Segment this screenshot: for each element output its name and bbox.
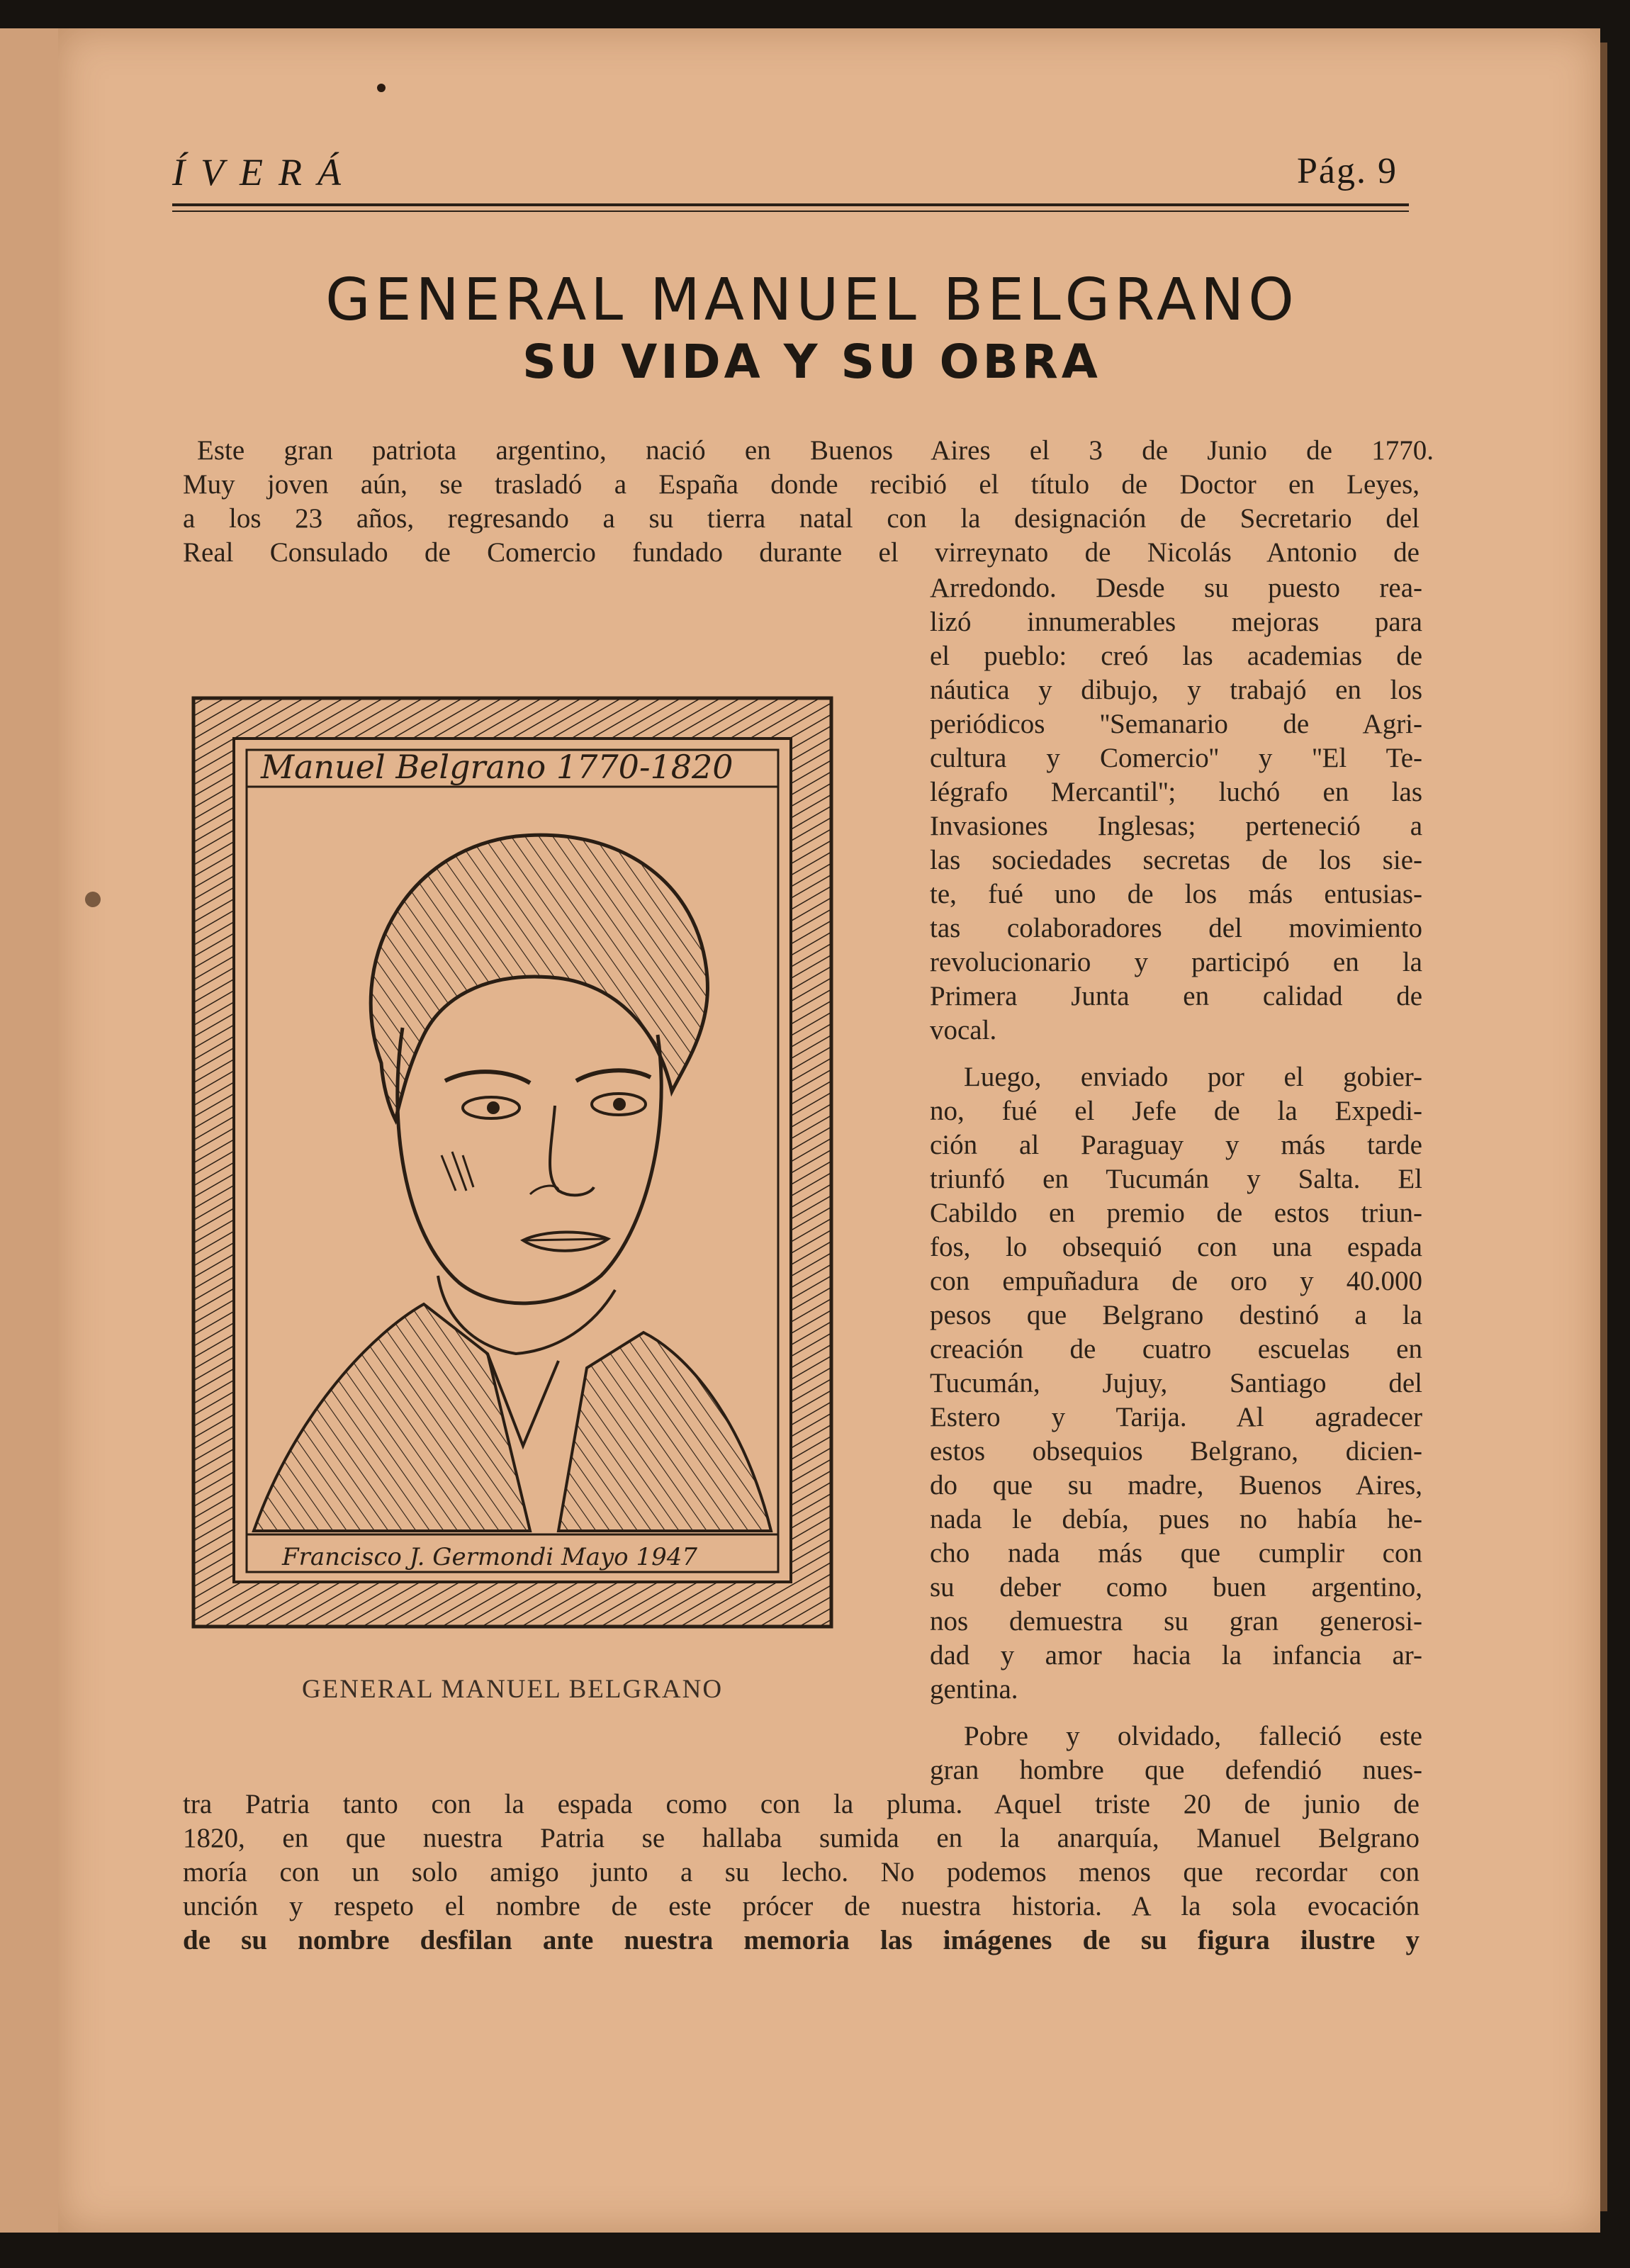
body-line: Estero y Tarija. Al agradecer <box>930 1402 1422 1432</box>
body-line: gran hombre que defendió nues- <box>930 1755 1422 1785</box>
body-line: creación de cuatro escuelas en <box>930 1334 1422 1364</box>
body-line: Primera Junta en calidad de <box>930 981 1422 1011</box>
portrait-signature: Francisco J. Germondi Mayo 1947 <box>282 1543 697 1571</box>
body-line: lizó innumerables mejoras para <box>930 607 1422 637</box>
body-line: vocal. <box>930 1015 997 1045</box>
body-line: no, fué el Jefe de la Expedi- <box>930 1096 1422 1126</box>
body-line: el pueblo: creó las academias de <box>930 641 1422 671</box>
body-line: cultura y Comercio'' y ''El Te- <box>930 743 1422 773</box>
magazine-name: ÍVERÁ <box>172 151 356 193</box>
page-edge-shadow <box>1600 43 1607 2211</box>
portrait-caption: GENERAL MANUEL BELGRANO <box>301 1675 724 1704</box>
body-line: ción al Paraguay y más tarde <box>930 1130 1422 1160</box>
body-line: náutica y dibujo, y trabajó en los <box>930 675 1422 705</box>
body-line: Tucumán, Jujuy, Santiago del <box>930 1368 1422 1398</box>
body-line: nada le debía, pues no había he- <box>930 1504 1422 1534</box>
body-line: légrafo Mercantil''; luchó en las <box>930 777 1422 807</box>
body-line: Real Consulado de Comercio fundado durante el virreynato de Nicolás Antonio de <box>183 537 1420 568</box>
body-line: do que su madre, Buenos Aires, <box>930 1470 1422 1500</box>
body-line: gentina. <box>930 1674 1018 1705</box>
header-rule-bottom <box>172 210 1409 212</box>
body-line: unción y respeto el nombre de este prócer de nuestra historia. A la sola evocación <box>183 1891 1420 1921</box>
body-line: de su nombre desfilan ante nuestra memoria las imágenes de su figura ilustre y <box>183 1925 1420 1955</box>
header-rule-top <box>172 203 1409 206</box>
stain-mark <box>85 892 101 907</box>
body-line: estos obsequios Belgrano, dicien- <box>930 1436 1422 1466</box>
body-line: las sociedades secretas de los sie- <box>930 845 1422 875</box>
portrait-inscription: Manuel Belgrano 1770-1820 <box>261 748 734 786</box>
belgrano-portrait <box>190 695 835 1630</box>
body-line: dad y amor hacia la infancia ar- <box>930 1640 1422 1671</box>
body-line: tra Patria tanto con la espada como con la pluma. Aquel triste 20 de junio de <box>183 1789 1420 1819</box>
body-line: Este gran patriota argentino, nació en Buenos Aires el 3 de Junio de 1770. <box>197 435 1434 466</box>
body-line: a los 23 años, regresando a su tierra natal con la designación de Secretario del <box>183 503 1420 534</box>
body-line: Luego, enviado por el gobier- <box>964 1062 1422 1092</box>
page-number: Pág. 9 <box>1297 151 1398 191</box>
body-line: Pobre y olvidado, falleció este <box>964 1721 1422 1751</box>
body-line: revolucionario y participó en la <box>930 947 1422 977</box>
body-line: Invasiones Inglesas; perteneció a <box>930 811 1422 841</box>
body-line: triunfó en Tucumán y Salta. El <box>930 1164 1422 1194</box>
body-line: nos demuestra su gran generosi- <box>930 1606 1422 1637</box>
body-line: moría con un solo amigo junto a su lecho. No podemos menos que recordar con <box>183 1857 1420 1887</box>
body-line: 1820, en que nuestra Patria se hallaba sumida en la anarquía, Manuel Belgrano <box>183 1823 1420 1853</box>
portrait-drawing <box>190 695 835 1630</box>
facing-page-edge <box>0 28 62 2233</box>
body-line: tas colaboradores del movimiento <box>930 913 1422 943</box>
body-line: te, fué uno de los más entusias- <box>930 879 1422 909</box>
article-subtitle: SU VIDA Y SU OBRA <box>522 335 1101 389</box>
body-line: cho nada más que cumplir con <box>930 1538 1422 1568</box>
body-line: Muy joven aún, se trasladó a España donde recibió el título de Doctor en Leyes, <box>183 469 1420 500</box>
body-line: Arredondo. Desde su puesto rea- <box>930 573 1422 603</box>
body-line: con empuñadura de oro y 40.000 <box>930 1266 1422 1296</box>
ink-speck <box>377 84 386 92</box>
body-line: Cabildo en premio de estos triun- <box>930 1198 1422 1228</box>
body-line: periódicos ''Semanario de Agri- <box>930 709 1422 739</box>
body-line: fos, lo obsequió con una espada <box>930 1232 1422 1262</box>
body-line: su deber como buen argentino, <box>930 1572 1422 1602</box>
article-title: GENERAL MANUEL BELGRANO <box>325 266 1298 334</box>
body-line: pesos que Belgrano destinó a la <box>930 1300 1422 1330</box>
